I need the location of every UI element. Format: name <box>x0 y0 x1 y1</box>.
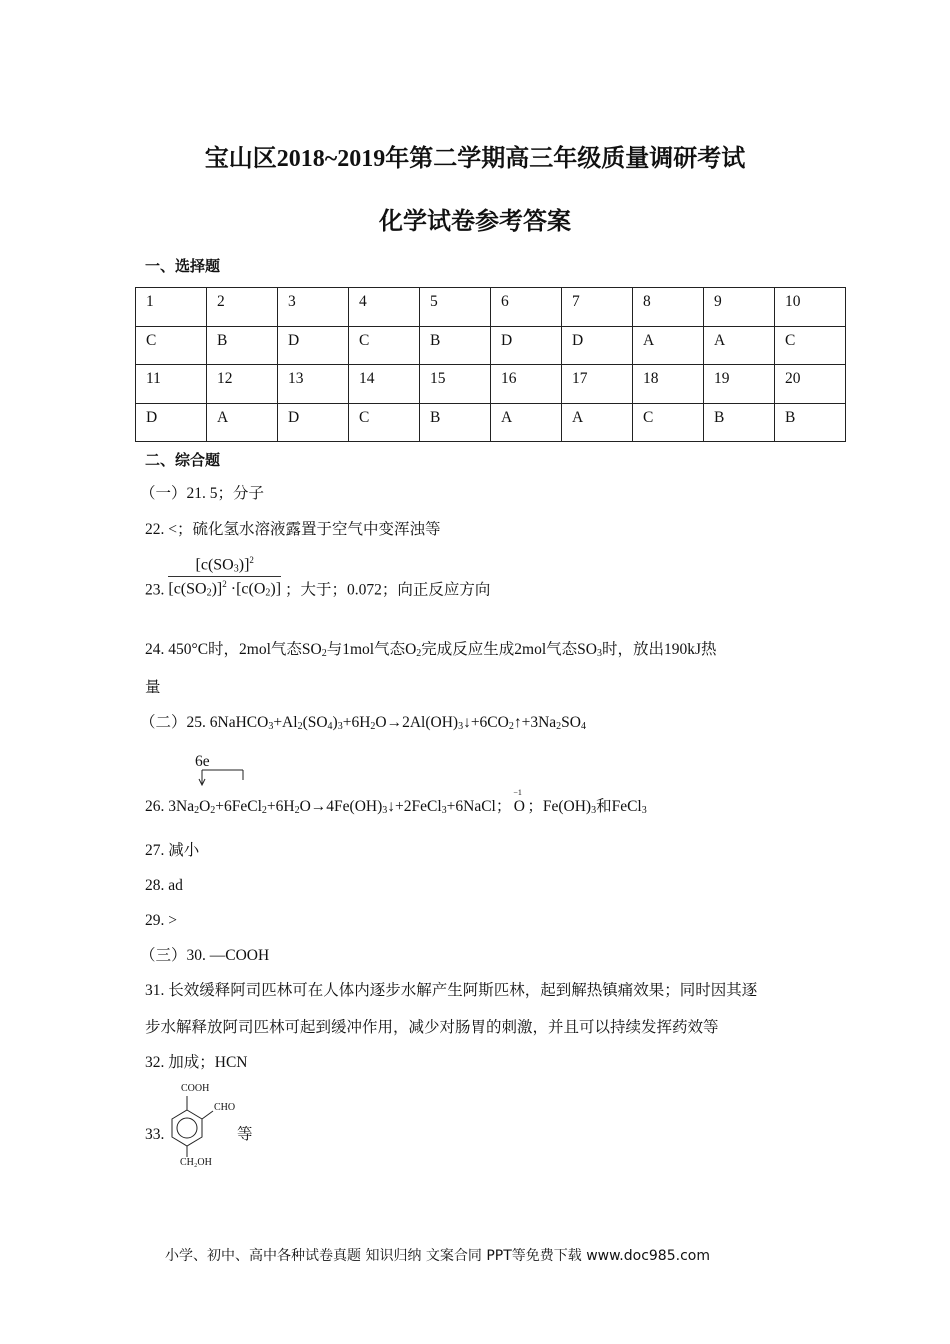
text-segment: )] <box>211 580 223 598</box>
subscript: 3 <box>441 805 447 816</box>
table-cell: 19 <box>704 365 775 404</box>
text-segment: [c(SO <box>168 580 207 598</box>
cho-group: CHO <box>214 1102 236 1113</box>
subscript: 3 <box>591 805 597 816</box>
text-segment: 31. 长效缓释阿司匹林可在人体内逐步水解产生阿斯匹林，起到解热镇痛效果；同时因其逐 <box>145 982 758 999</box>
text-segment: +6FeCl <box>215 798 262 815</box>
subscript: 4 <box>327 721 333 732</box>
section-heading-choice: 一、选择题 <box>145 259 221 275</box>
table-cell: B <box>775 403 846 442</box>
benzene-ring-icon <box>160 1080 220 1160</box>
table-cell: D <box>278 326 349 365</box>
table-cell: 4 <box>349 288 420 327</box>
table-cell: A <box>491 403 562 442</box>
answer-22 <box>145 520 441 540</box>
subscript: 3 <box>268 721 274 732</box>
table-cell: 2 <box>207 288 278 327</box>
table-cell: B <box>420 326 491 365</box>
subscript: 2 <box>194 805 200 816</box>
text-segment: ↓+6CO <box>463 714 509 731</box>
table-cell: A <box>633 326 704 365</box>
answer-23 <box>145 555 490 605</box>
text-segment: 量 <box>145 679 161 696</box>
table-cell: 7 <box>562 288 633 327</box>
text-segment: O <box>199 798 211 815</box>
text-segment: 24. 450°C时，2mol气态SO <box>145 641 322 658</box>
text-segment: 26. 3Na <box>145 798 195 815</box>
text-segment: 22. <；硫化氢水溶液露置于空气中变浑浊等 <box>145 521 441 538</box>
text-segment: O→4Fe(OH) <box>299 798 383 815</box>
answer-23-text: ；大于；0.072；向正反应方向 <box>285 581 491 599</box>
oxidation-state-oxygen <box>511 788 527 817</box>
text-segment: 和FeCl <box>596 798 642 815</box>
text-segment: 完成反应生成2mol气态SO <box>421 641 597 658</box>
answer-27 <box>145 841 199 861</box>
supscript: 2 <box>222 579 227 590</box>
text-segment: ↓+2FeCl <box>387 798 442 815</box>
table-cell: A <box>207 403 278 442</box>
text-segment: [c(SO <box>195 556 234 574</box>
text-segment: 时，放出190kJ热 <box>601 641 717 658</box>
table-cell: 3 <box>278 288 349 327</box>
document-title: 宝山区2018~2019年第二学期高三年级质量调研考试 <box>204 146 746 172</box>
answer-24-cont <box>145 678 161 698</box>
text-segment: （二）25. 6NaHCO <box>140 714 269 731</box>
oxygen-symbol: O <box>513 798 525 815</box>
table-cell: 6 <box>491 288 562 327</box>
text-segment: +6H <box>266 798 295 815</box>
subscript: 2 <box>265 587 271 599</box>
subscript: 2 <box>416 648 422 659</box>
table-cell: B <box>704 403 775 442</box>
table-cell: A <box>704 326 775 365</box>
ch2oh-group: CH₂OH <box>180 1157 212 1168</box>
answer-28 <box>145 876 183 896</box>
table-cell: 9 <box>704 288 775 327</box>
table-cell: D <box>278 403 349 442</box>
section-heading-comprehensive: 二、综合题 <box>145 453 221 469</box>
text-segment: （一）21. 5；分子 <box>140 485 265 502</box>
text-segment: 27. 减小 <box>145 842 200 859</box>
table-cell: 14 <box>349 365 420 404</box>
answer-26-rest <box>527 798 646 815</box>
table-cell: 13 <box>278 365 349 404</box>
text-segment: +6NaCl； <box>446 798 512 815</box>
text-segment: O→2Al(OH) <box>375 714 459 731</box>
table-cell: A <box>562 403 633 442</box>
table-cell: 5 <box>420 288 491 327</box>
answer-25 <box>140 713 586 737</box>
table-cell: 11 <box>136 365 207 404</box>
subscript: 3 <box>337 721 343 732</box>
table-cell: 15 <box>420 365 491 404</box>
answer-26-equation <box>145 798 511 815</box>
table-cell: C <box>775 326 846 365</box>
table-cell: C <box>349 326 420 365</box>
table-cell: 16 <box>491 365 562 404</box>
text-segment: )] <box>270 580 282 598</box>
answer-33-rest: 等 <box>237 1126 253 1143</box>
supscript: 2 <box>249 555 254 565</box>
question-number: 23. <box>145 581 165 599</box>
subscript: 2 <box>556 721 562 732</box>
text-segment: +6H <box>342 714 371 731</box>
subscript: 2 <box>508 721 514 732</box>
document-subtitle: 化学试卷参考答案 <box>379 209 571 235</box>
table-cell: B <box>420 403 491 442</box>
answer-31-cont <box>145 1018 719 1038</box>
table-cell: 12 <box>207 365 278 404</box>
text-segment: SO <box>561 714 581 731</box>
subscript: 3 <box>641 805 647 816</box>
footer-text: 小学、初中、高中各种试卷真题 知识归纳 文案合同 PPT等免费下载 www.doc985.com <box>165 1248 710 1264</box>
table-cell: D <box>136 403 207 442</box>
answer-29 <box>145 911 177 931</box>
subscript: 3 <box>382 805 388 816</box>
answer-table <box>135 287 846 442</box>
text-segment: ·[c(O <box>226 580 266 598</box>
table-cell: 20 <box>775 365 846 404</box>
answer-33-label: 33. <box>145 1126 165 1143</box>
text-segment: ；Fe(OH) <box>527 798 592 815</box>
table-row <box>136 326 846 365</box>
text-segment: 32. 加成；HCN <box>145 1054 248 1071</box>
table-cell: 1 <box>136 288 207 327</box>
answer-21 <box>140 484 264 504</box>
table-cell: D <box>491 326 562 365</box>
table-cell: C <box>136 326 207 365</box>
formula-denominator <box>168 577 281 598</box>
electron-transfer-label: 6e <box>195 753 210 770</box>
answer-24 <box>145 640 717 664</box>
answer-32 <box>145 1053 247 1073</box>
table-row <box>136 365 846 404</box>
subscript: 4 <box>581 721 586 732</box>
subscript: 2 <box>294 805 300 816</box>
table-cell: 10 <box>775 288 846 327</box>
table-row <box>136 403 846 442</box>
text-segment: 步水解释放阿司匹林可起到缓冲作用，减少对肠胃的刺激，并且可以持续发挥药效等 <box>145 1019 719 1036</box>
cooh-group: COOH <box>181 1083 210 1094</box>
subscript: 3 <box>233 563 239 575</box>
text-segment: 29. > <box>145 912 177 929</box>
table-cell: 17 <box>562 365 633 404</box>
table-cell: 18 <box>633 365 704 404</box>
answer-26 <box>145 788 647 821</box>
answer-31 <box>145 981 757 1001</box>
subscript: 2 <box>210 805 216 816</box>
table-cell: 8 <box>633 288 704 327</box>
subscript: 2 <box>206 587 212 599</box>
table-cell: C <box>633 403 704 442</box>
subscript: 2 <box>261 805 267 816</box>
text-segment: ) <box>332 714 338 731</box>
charge-label: −1 <box>513 788 522 797</box>
text-segment: (SO <box>302 714 328 731</box>
subscript: 2 <box>370 721 376 732</box>
answer-30 <box>140 946 269 966</box>
text-segment: 与1mol气态O <box>326 641 417 658</box>
table-cell: D <box>562 326 633 365</box>
text-segment: +Al <box>273 714 298 731</box>
formula-numerator <box>168 555 281 577</box>
subscript: 2 <box>321 648 327 659</box>
text-segment: 28. ad <box>145 877 183 894</box>
subscript: 3 <box>458 721 464 732</box>
text-segment: )] <box>238 556 250 574</box>
text-segment: （三）30. —COOH <box>140 947 270 964</box>
subscript: 2 <box>297 721 303 732</box>
table-cell: B <box>207 326 278 365</box>
electron-transfer-arrow <box>198 768 248 788</box>
table-cell: C <box>349 403 420 442</box>
subscript: 3 <box>596 648 602 659</box>
table-row <box>136 288 846 327</box>
equilibrium-constant-formula <box>168 555 281 599</box>
text-segment: ↑+3Na <box>513 714 557 731</box>
